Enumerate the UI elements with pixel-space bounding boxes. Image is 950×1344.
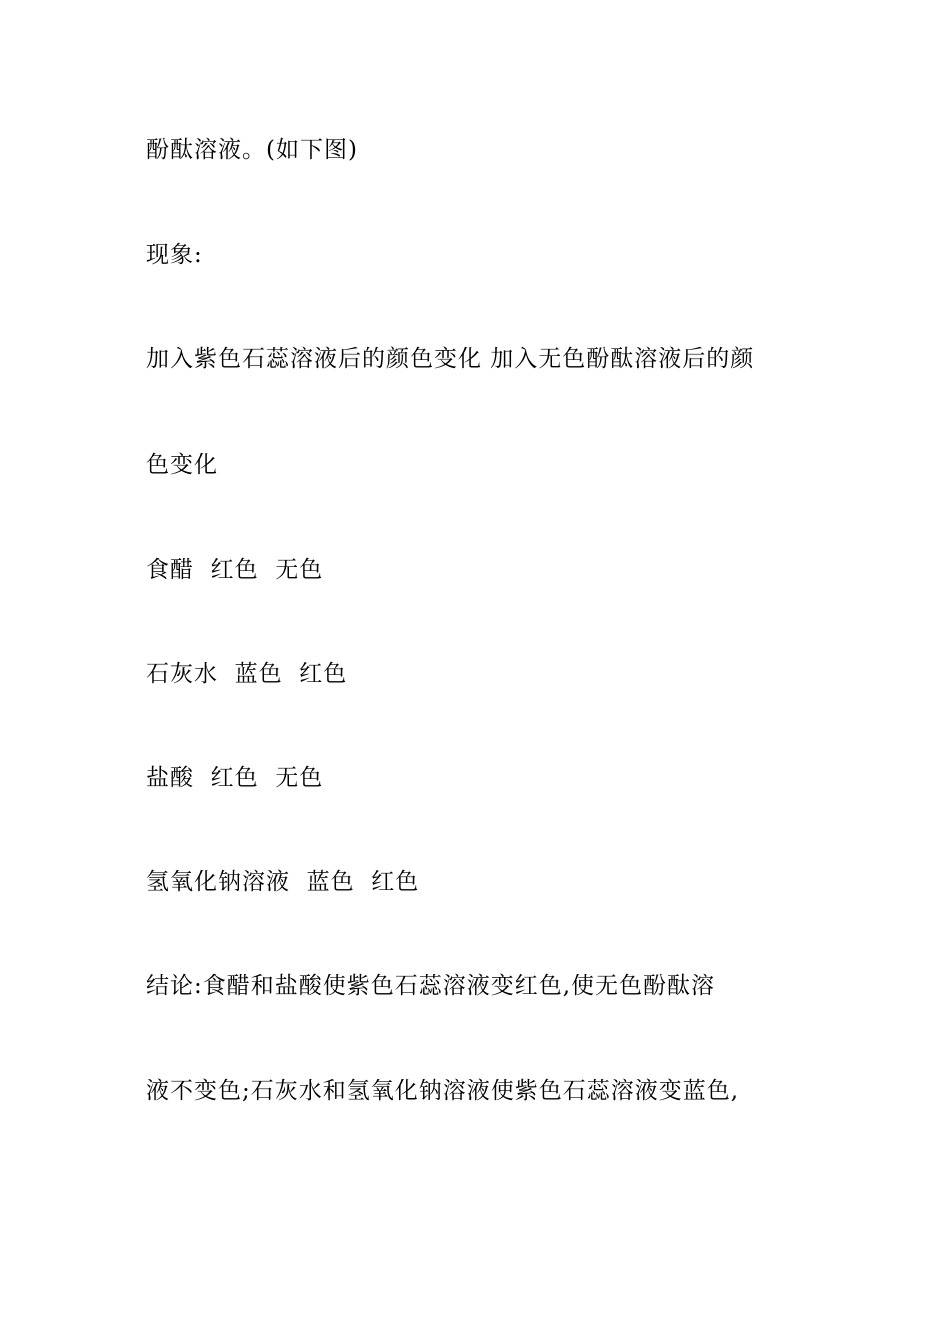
- text-line-row-sodium-hydroxide: 氢氧化钠溶液 蓝色 红色: [146, 869, 420, 895]
- text-line-table-header-cont: 色变化: [146, 452, 218, 478]
- text-line-conclusion-cont: 液不变色;石灰水和氢氧化钠溶液使紫色石蕊溶液变蓝色,: [146, 1078, 740, 1104]
- text-line-phenomenon-heading: 现象:: [146, 242, 203, 268]
- text-line-row-limewater: 石灰水 蓝色 红色: [146, 661, 348, 687]
- text-line-row-hydrochloric-acid: 盐酸 红色 无色: [146, 765, 324, 791]
- text-line-row-vinegar: 食醋 红色 无色: [146, 557, 324, 583]
- text-line-conclusion: 结论:食醋和盐酸使紫色石蕊溶液变红色,使无色酚酞溶: [146, 973, 716, 999]
- text-line-intro: 酚酞溶液。(如下图): [146, 137, 358, 163]
- text-line-table-header: 加入紫色石蕊溶液后的颜色变化 加入无色酚酞溶液后的颜: [146, 346, 755, 372]
